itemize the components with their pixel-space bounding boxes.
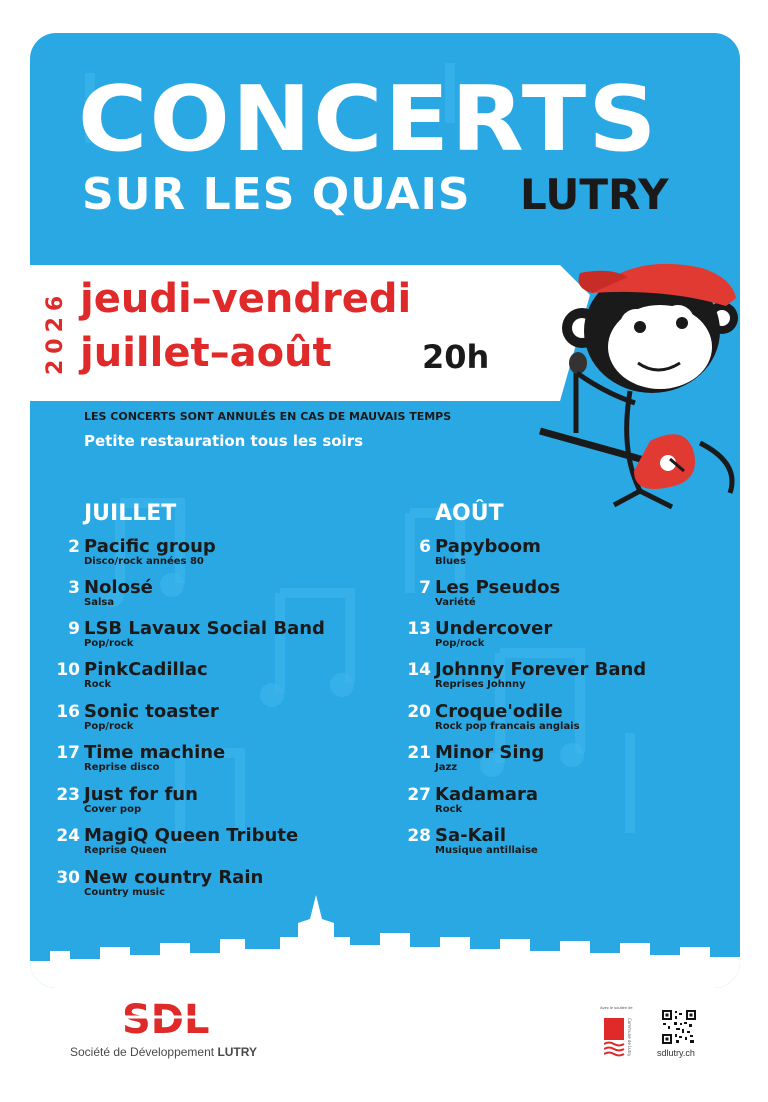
band-genre: Pop/rock bbox=[435, 638, 485, 649]
commune-text: Commune de Lutry bbox=[627, 1018, 632, 1057]
july-heading: JUILLET bbox=[84, 501, 177, 526]
band-name: New country Rain bbox=[84, 867, 264, 888]
band-name: Kadamara bbox=[435, 784, 539, 805]
band-name: Croque'odile bbox=[435, 701, 563, 722]
band-genre: Pop/rock bbox=[84, 721, 134, 732]
band-genre: Jazz bbox=[435, 762, 458, 773]
concert-day: 13 bbox=[407, 619, 431, 639]
food-notice: Petite restauration tous les soirs bbox=[84, 432, 364, 450]
band-genre: Reprise disco bbox=[84, 762, 160, 773]
concert-day: 17 bbox=[56, 743, 80, 763]
qr-code-icon[interactable] bbox=[662, 1010, 696, 1044]
concert-day: 10 bbox=[56, 660, 80, 680]
band-genre: Salsa bbox=[84, 597, 115, 608]
concert-day: 24 bbox=[56, 826, 80, 846]
concert-day: 30 bbox=[56, 868, 80, 888]
sdl-logo-icon bbox=[120, 995, 210, 1041]
concert-day: 7 bbox=[419, 578, 431, 598]
poster-subtitle: SUR LES QUAIS bbox=[82, 169, 471, 220]
band-name: Sa-Kail bbox=[435, 825, 507, 846]
monkey-guitarist-icon bbox=[500, 223, 740, 513]
concert-day: 27 bbox=[407, 785, 431, 805]
concert-day: 21 bbox=[407, 743, 431, 763]
band-name: Time machine bbox=[84, 742, 226, 763]
concert-day: 2 bbox=[68, 537, 80, 557]
band-name: MagiQ Queen Tribute bbox=[84, 825, 299, 846]
band-genre: Cover pop bbox=[84, 804, 142, 815]
band-genre: Reprise Queen bbox=[84, 845, 167, 856]
band-name: PinkCadillac bbox=[84, 659, 208, 680]
concert-day: 16 bbox=[56, 702, 80, 722]
city-skyline-icon bbox=[30, 893, 740, 988]
band-genre: Blues bbox=[435, 556, 466, 567]
band-name: LSB Lavaux Social Band bbox=[84, 618, 325, 639]
band-name: Undercover bbox=[435, 618, 553, 639]
concert-days: jeudi–vendredi bbox=[80, 276, 412, 322]
band-genre: Disco/rock années 80 bbox=[84, 556, 204, 567]
website-link[interactable]: sdlutry.ch bbox=[657, 1048, 695, 1058]
organization-name bbox=[70, 1044, 257, 1060]
band-name: Just for fun bbox=[84, 784, 198, 805]
august-heading: AOÛT bbox=[435, 501, 504, 526]
poster bbox=[30, 33, 740, 988]
band-name: Johnny Forever Band bbox=[435, 659, 647, 680]
weather-notice: LES CONCERTS SONT ANNULÉS EN CAS DE MAUVAIS TEMPS bbox=[84, 410, 452, 423]
band-genre: Variété bbox=[435, 597, 476, 608]
commune-lutry-logo-icon bbox=[604, 1014, 638, 1058]
poster-city: LUTRY bbox=[520, 170, 669, 219]
band-genre: Rock bbox=[84, 679, 112, 690]
band-name: Les Pseudos bbox=[435, 577, 561, 598]
concert-day: 20 bbox=[407, 702, 431, 722]
concert-day: 23 bbox=[56, 785, 80, 805]
band-genre: Pop/rock bbox=[84, 638, 134, 649]
concert-time: 20h bbox=[422, 338, 490, 376]
band-genre: Reprises Johnny bbox=[435, 679, 526, 690]
band-name: Papyboom bbox=[435, 536, 541, 557]
band-genre: Rock pop francais anglais bbox=[435, 721, 580, 732]
concert-day: 6 bbox=[419, 537, 431, 557]
band-name: Minor Sing bbox=[435, 742, 545, 763]
concert-day: 3 bbox=[68, 578, 80, 598]
sdl-logo-text: SDL bbox=[122, 997, 210, 1041]
org-city: LUTRY bbox=[217, 1045, 257, 1059]
concert-day: 28 bbox=[407, 826, 431, 846]
year-vertical: 2026 bbox=[43, 289, 68, 375]
band-genre: Musique antillaise bbox=[435, 845, 538, 856]
org-name: Société de Développement bbox=[70, 1045, 215, 1059]
support-text: Avec le soutien de bbox=[600, 1005, 633, 1010]
concert-months: juillet–août bbox=[80, 330, 332, 376]
poster-title: CONCERTS bbox=[78, 67, 659, 172]
band-name: Pacific group bbox=[84, 536, 216, 557]
band-name: Nolosé bbox=[84, 577, 153, 598]
band-genre: Country music bbox=[84, 887, 166, 898]
band-genre: Rock bbox=[435, 804, 463, 815]
concert-day: 14 bbox=[407, 660, 431, 680]
concert-day: 9 bbox=[68, 619, 80, 639]
band-name: Sonic toaster bbox=[84, 701, 219, 722]
